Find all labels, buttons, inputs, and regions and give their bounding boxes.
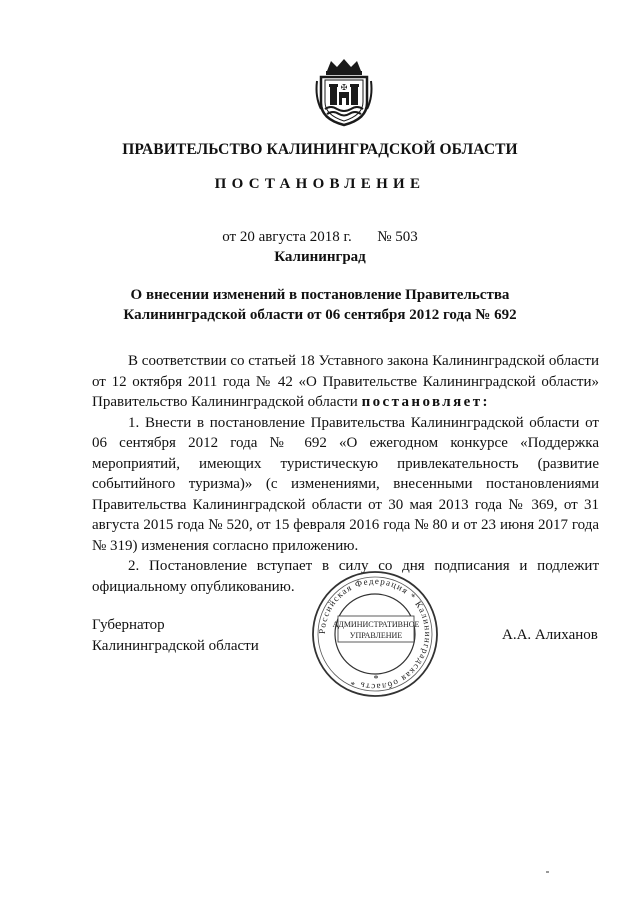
clause-1-paragraph: 1. Внести в постановление Правительства Калининградской области от 06 сентября 2012 года № 692 «О ежегодном конкурсе «Поддержка мероприятий, имеющих туристическую привлекательность (развитие событийного туризма)» (с изменениями, внесенными постановлениями Правительства Калининградской области от 30 мая 2013 года № 369, от 31 августа 2015 года № 520, от 15 февраля 2016 года № 80 и от 23 июня 2017 года № 319) изменения согласно приложению. bbox=[92, 414, 599, 554]
official-seal-stamp bbox=[305, 566, 445, 702]
signatory-title bbox=[92, 615, 259, 656]
document-type: ПОСТАНОВЛЕНИЕ bbox=[214, 176, 426, 192]
document-subject bbox=[0, 285, 640, 325]
clause-2-paragraph: 2. Постановление вступает в силу со дня подписания и подлежит официальному опубликованию. bbox=[92, 558, 599, 595]
coat-of-arms-emblem bbox=[313, 57, 375, 127]
svg-text:✠: ✠ bbox=[340, 83, 348, 92]
preamble-paragraph bbox=[92, 351, 599, 413]
preamble-text: В соответствии со статьей 18 Уставного закона Калининградской области от 12 октября 2011 года № 42 «О Правительстве Калининградской области» Правительство Калининградской области bbox=[92, 353, 599, 410]
scan-mark bbox=[546, 871, 549, 873]
signatory-name: А.А. Алиханов bbox=[502, 627, 598, 643]
date-number-line bbox=[0, 229, 640, 246]
seal-star: * bbox=[373, 674, 379, 685]
signatory-title-line-2: Калининградской области bbox=[92, 637, 259, 654]
document-date: 20 августа 2018 г. bbox=[239, 229, 352, 245]
seal-center-line-2: УПРАВЛЕНИЕ bbox=[349, 631, 403, 640]
government-name: ПРАВИТЕЛЬСТВО КАЛИНИНГРАДСКОЙ ОБЛАСТИ bbox=[122, 141, 518, 158]
document-body bbox=[92, 351, 599, 597]
city: Калининград bbox=[274, 249, 366, 265]
date-prefix: от bbox=[222, 229, 237, 245]
document-number: № 503 bbox=[377, 229, 418, 245]
subject-line-2: Калининградской области от 06 сентября 2012 года № 692 bbox=[123, 307, 517, 323]
subject-line-1: О внесении изменений в постановление Правительства bbox=[130, 287, 510, 303]
seal-center-line-1: АДМИНИСТРАТИВНОЕ bbox=[332, 620, 420, 629]
signatory-title-line-1: Губернатор bbox=[92, 617, 165, 633]
seal-ring-text-path: Российская Федерация * Калининградская область * bbox=[316, 575, 434, 693]
resolves-keyword: постановляет: bbox=[361, 394, 490, 410]
